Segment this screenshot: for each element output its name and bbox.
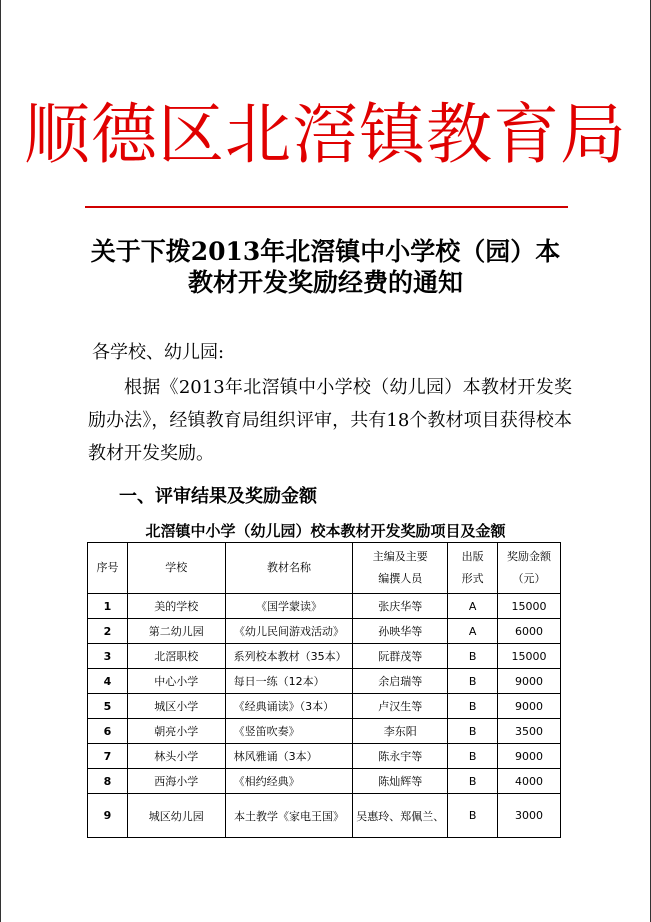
title-line-2: 教材开发奖励经费的通知: [187, 268, 463, 297]
cell-editor: 卢汉生等: [353, 694, 448, 719]
cell-editor: 李东阳: [353, 719, 448, 744]
award-table: [87, 542, 561, 838]
cell-amount: 3500: [498, 719, 561, 744]
cell-editor: 孙映华等: [353, 619, 448, 644]
cell-form: B: [448, 744, 498, 769]
cell-no: 3: [88, 644, 128, 669]
cell-school: 美的学校: [127, 594, 225, 619]
cell-no: 7: [88, 744, 128, 769]
cell-form: B: [448, 694, 498, 719]
cell-textbook: 本土教学《家电王国》: [225, 794, 353, 838]
cell-amount: 6000: [498, 619, 561, 644]
cell-form: B: [448, 769, 498, 794]
cell-form: B: [448, 794, 498, 838]
header-school: 学校: [127, 543, 225, 594]
header-amount-line-1: 奖励金额: [507, 550, 552, 563]
cell-textbook: 每日一练（12本）: [225, 669, 353, 694]
cell-no: 1: [88, 594, 128, 619]
table-row: [88, 744, 561, 769]
salutation: 各学校、幼儿园:: [92, 342, 225, 363]
cell-school: 北滘职校: [127, 644, 225, 669]
table-row: [88, 719, 561, 744]
table-row: [88, 669, 561, 694]
table-row: [88, 694, 561, 719]
section-heading: 一、评审结果及奖励金额: [119, 486, 317, 507]
cell-form: A: [448, 594, 498, 619]
cell-textbook: 《幼儿民间游戏活动》: [225, 619, 353, 644]
cell-textbook: 系列校本教材（35本）: [225, 644, 353, 669]
cell-amount: 15000: [498, 644, 561, 669]
cell-form: B: [448, 644, 498, 669]
letterhead-divider: [85, 206, 568, 208]
cell-amount: 9000: [498, 744, 561, 769]
cell-textbook: 《经典诵读》（3本）: [225, 694, 353, 719]
table-row: [88, 594, 561, 619]
table-caption: 北滘镇中小学（幼儿园）校本教材开发奖励项目及金额: [145, 522, 506, 540]
cell-form: B: [448, 719, 498, 744]
header-amount-line-2: （元）: [512, 572, 546, 585]
cell-form: B: [448, 669, 498, 694]
cell-textbook: 《国学蒙读》: [225, 594, 353, 619]
table-row: [88, 794, 561, 838]
cell-form: A: [448, 619, 498, 644]
table-header-row: [88, 543, 561, 594]
cell-school: 朝亮小学: [127, 719, 225, 744]
cell-no: 5: [88, 694, 128, 719]
cell-amount: 9000: [498, 669, 561, 694]
cell-editor: 阮群茂等: [353, 644, 448, 669]
body-paragraph: 根据《2013年北滘镇中小学校（幼儿园）本教材开发奖励办法》，经镇教育局组织评审，共有18个教材项目获得校本教材开发奖励。: [88, 377, 572, 464]
cell-editor: 吴惠玲、郑佩兰、: [353, 794, 448, 838]
header-form-line-2: 形式: [461, 572, 484, 585]
cell-amount: 15000: [498, 594, 561, 619]
cell-textbook: 《相约经典》: [225, 769, 353, 794]
header-editor-line-2: 编撰人员: [378, 572, 423, 585]
cell-textbook: 《竖笛吹奏》: [225, 719, 353, 744]
cell-editor: 张庆华等: [353, 594, 448, 619]
cell-editor: 陈灿辉等: [353, 769, 448, 794]
header-editor: [353, 543, 448, 594]
header-editor-line-1: 主编及主要: [372, 550, 428, 563]
cell-textbook: 林风雅诵（3本）: [225, 744, 353, 769]
table-row: [88, 619, 561, 644]
cell-no: 6: [88, 719, 128, 744]
header-form-line-1: 出版: [461, 550, 484, 563]
cell-school: 西海小学: [127, 769, 225, 794]
cell-school: 中心小学: [127, 669, 225, 694]
cell-amount: 9000: [498, 694, 561, 719]
cell-no: 4: [88, 669, 128, 694]
cell-school: 城区小学: [127, 694, 225, 719]
cell-no: 2: [88, 619, 128, 644]
letterhead: 顺德区北滘镇教育局: [24, 96, 627, 173]
header-amount: [498, 543, 561, 594]
cell-editor: 余启瑞等: [353, 669, 448, 694]
cell-editor: 陈永宇等: [353, 744, 448, 769]
table-row: [88, 769, 561, 794]
cell-school: 林头小学: [127, 744, 225, 769]
cell-no: 9: [88, 794, 128, 838]
header-no: 序号: [88, 543, 128, 594]
cell-amount: 3000: [498, 794, 561, 838]
title-line-1: 关于下拨2013年北滘镇中小学校（园）本: [90, 237, 561, 266]
document-title: [0, 236, 651, 298]
table-row: [88, 644, 561, 669]
cell-no: 8: [88, 769, 128, 794]
cell-school: 第二幼儿园: [127, 619, 225, 644]
cell-school: 城区幼儿园: [127, 794, 225, 838]
cell-amount: 4000: [498, 769, 561, 794]
header-textbook: 教材名称: [225, 543, 353, 594]
header-form: [448, 543, 498, 594]
